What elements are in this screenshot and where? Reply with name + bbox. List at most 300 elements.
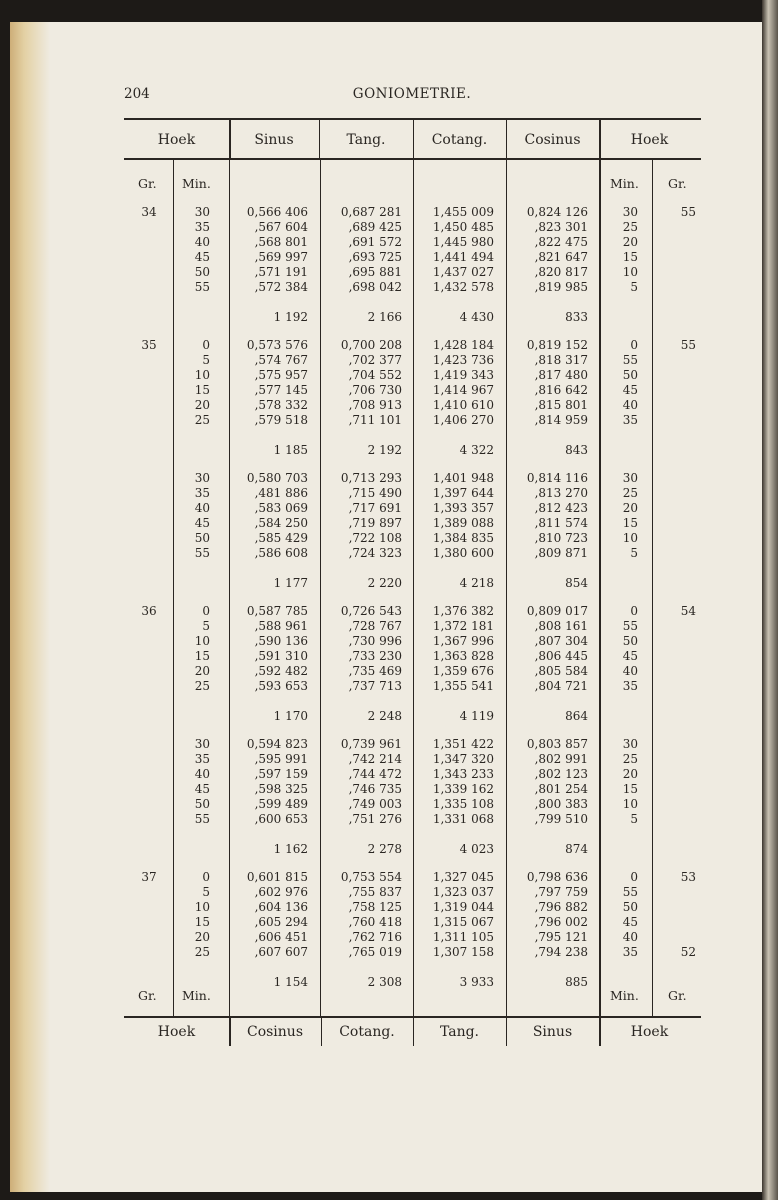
tangent-cell: 2 220 [367, 576, 402, 590]
minute-cell: 5 [202, 619, 210, 633]
tangent-cell: ,706 730 [348, 383, 402, 397]
sinus-cell: ,598 325 [254, 782, 308, 796]
tangent-cell: ,735 469 [348, 664, 402, 678]
cosinus-cell: 0,803 857 [526, 737, 588, 751]
cotangent-cell: 1,359 676 [432, 664, 494, 678]
complement-minute-cell: 55 [622, 353, 638, 367]
table-row [0, 752, 778, 767]
cosinus-cell: ,816 642 [534, 383, 588, 397]
difference-row [0, 842, 778, 857]
tangent-cell: ,737 713 [348, 679, 402, 693]
cosinus-cell: ,796 002 [534, 915, 588, 929]
complement-minute-cell: 0 [630, 870, 638, 884]
complement-minute-cell: 5 [630, 280, 638, 294]
cosinus-cell: 864 [565, 709, 588, 723]
footer-sinus: Sinus [532, 1024, 573, 1040]
cotangent-cell: 1,410 610 [432, 398, 494, 412]
sinus-cell: ,568 801 [254, 235, 308, 249]
cosinus-cell: ,796 882 [534, 900, 588, 914]
cotangent-cell: 1,335 108 [432, 797, 494, 811]
complement-minute-cell: 55 [622, 619, 638, 633]
table-row [0, 604, 778, 619]
cotangent-cell: 1,419 343 [432, 368, 494, 382]
sinus-cell: ,606 451 [254, 930, 308, 944]
minute-cell: 35 [194, 220, 210, 234]
sinus-cell: 0,580 703 [246, 471, 308, 485]
table-row [0, 398, 778, 413]
cosinus-cell: ,800 383 [534, 797, 588, 811]
cosinus-cell: ,812 423 [534, 501, 588, 515]
tangent-cell: ,715 490 [348, 486, 402, 500]
cotangent-cell: 1,307 158 [432, 945, 494, 959]
sinus-cell: ,600 653 [254, 812, 308, 826]
complement-minute-cell: 10 [622, 797, 638, 811]
table-row [0, 812, 778, 827]
complement-degree-cell: 54 [680, 604, 696, 618]
tangent-cell: 2 248 [367, 709, 402, 723]
sinus-cell: 0,573 576 [246, 338, 308, 352]
cosinus-cell: 843 [565, 443, 588, 457]
tangent-cell: 0,739 961 [340, 737, 402, 751]
cosinus-cell: ,806 445 [534, 649, 588, 663]
complement-minute-cell: 30 [622, 471, 638, 485]
complement-minute-cell: 35 [622, 679, 638, 693]
table-row [0, 649, 778, 664]
cotangent-cell: 1,401 948 [432, 471, 494, 485]
table-row [0, 250, 778, 265]
minute-cell: 0 [202, 604, 210, 618]
complement-minute-cell: 20 [622, 501, 638, 515]
table-row [0, 501, 778, 516]
cotangent-cell: 1,327 045 [432, 870, 494, 884]
complement-minute-cell: 25 [622, 486, 638, 500]
tangent-cell: 2 166 [367, 310, 402, 324]
sinus-cell: 1 177 [273, 576, 308, 590]
degree-cell: 36 [141, 604, 157, 618]
cosinus-cell: ,811 574 [534, 516, 588, 530]
tangent-cell: ,728 767 [348, 619, 402, 633]
tangent-cell: ,746 735 [348, 782, 402, 796]
minute-cell: 25 [194, 945, 210, 959]
minute-cell: 40 [194, 235, 210, 249]
cotangent-cell: 1,372 181 [432, 619, 494, 633]
cosinus-cell: ,818 317 [534, 353, 588, 367]
complement-minute-cell: 40 [622, 664, 638, 678]
sinus-cell: ,592 482 [254, 664, 308, 678]
cosinus-cell: ,801 254 [534, 782, 588, 796]
header-hoek-left: Hoek [157, 132, 196, 148]
cosinus-cell: ,817 480 [534, 368, 588, 382]
cosinus-cell: ,819 985 [534, 280, 588, 294]
minute-cell: 50 [194, 531, 210, 545]
complement-degree-cell: 55 [680, 338, 696, 352]
tangent-cell: ,758 125 [348, 900, 402, 914]
complement-degree-cell: 53 [680, 870, 696, 884]
table-row [0, 885, 778, 900]
sinus-cell: ,588 961 [254, 619, 308, 633]
degree-cell: 37 [141, 870, 157, 884]
cotangent-cell: 1,363 828 [432, 649, 494, 663]
cosinus-cell: 0,824 126 [526, 205, 588, 219]
minute-cell: 15 [194, 649, 210, 663]
cotangent-cell: 1,319 044 [432, 900, 494, 914]
minute-cell: 45 [194, 250, 210, 264]
tangent-cell: 2 192 [367, 443, 402, 457]
minute-cell: 40 [194, 501, 210, 515]
tangent-cell: 0,753 554 [340, 870, 402, 884]
footer-hoek-left: Hoek [157, 1024, 196, 1040]
minute-cell: 25 [194, 413, 210, 427]
cosinus-cell: ,808 161 [534, 619, 588, 633]
table-row [0, 797, 778, 812]
cotangent-cell: 1,437 027 [432, 265, 494, 279]
cosinus-cell: ,822 475 [534, 235, 588, 249]
minute-cell: 50 [194, 797, 210, 811]
tangent-cell: ,698 042 [348, 280, 402, 294]
minute-cell: 10 [194, 900, 210, 914]
tangent-cell: ,730 996 [348, 634, 402, 648]
minute-cell: 10 [194, 634, 210, 648]
cotangent-cell: 1,423 736 [432, 353, 494, 367]
tangent-cell: ,749 003 [348, 797, 402, 811]
minute-cell: 45 [194, 782, 210, 796]
tangent-cell: ,760 418 [348, 915, 402, 929]
cosinus-cell: ,820 817 [534, 265, 588, 279]
sinus-cell: ,597 159 [254, 767, 308, 781]
complement-minute-cell: 20 [622, 767, 638, 781]
minute-cell: 0 [202, 870, 210, 884]
page-header [124, 86, 700, 106]
cosinus-cell: 0,814 116 [526, 471, 588, 485]
running-title: GONIOMETRIE. [352, 86, 472, 102]
cotangent-cell: 4 322 [459, 443, 494, 457]
table-row [0, 486, 778, 501]
table-row [0, 619, 778, 634]
cotangent-cell: 1,311 105 [432, 930, 494, 944]
tangent-cell: 0,700 208 [340, 338, 402, 352]
footer-cosinus: Cosinus [246, 1024, 304, 1040]
cosinus-cell: ,809 871 [534, 546, 588, 560]
complement-minute-cell: 30 [622, 737, 638, 751]
complement-minute-cell: 40 [622, 398, 638, 412]
table-row [0, 265, 778, 280]
sinus-cell: 0,601 815 [246, 870, 308, 884]
tangent-cell: ,744 472 [348, 767, 402, 781]
table-row [0, 870, 778, 885]
cotangent-cell: 4 119 [459, 709, 494, 723]
cotangent-cell: 1,384 835 [432, 531, 494, 545]
cotangent-cell: 1,351 422 [432, 737, 494, 751]
minute-cell: 20 [194, 930, 210, 944]
tangent-cell: 0,687 281 [340, 205, 402, 219]
cotangent-cell: 1,355 541 [432, 679, 494, 693]
footer-cotang: Cotang. [339, 1024, 395, 1040]
cotangent-cell: 1,397 644 [432, 486, 494, 500]
tangent-cell: ,702 377 [348, 353, 402, 367]
minute-cell: 5 [202, 885, 210, 899]
minute-cell: 25 [194, 679, 210, 693]
complement-minute-cell: 30 [622, 205, 638, 219]
cotangent-cell: 1,432 578 [432, 280, 494, 294]
tangent-cell: ,733 230 [348, 649, 402, 663]
cotangent-cell: 1,445 980 [432, 235, 494, 249]
sinus-cell: ,577 145 [254, 383, 308, 397]
complement-minute-cell: 55 [622, 885, 638, 899]
minute-cell: 30 [194, 471, 210, 485]
complement-minute-cell: 15 [622, 516, 638, 530]
sinus-cell: 1 192 [273, 310, 308, 324]
complement-minute-cell: 50 [622, 368, 638, 382]
cotangent-cell: 4 430 [459, 310, 494, 324]
tangent-cell: ,691 572 [348, 235, 402, 249]
complement-minute-cell: 35 [622, 945, 638, 959]
minute-cell: 15 [194, 383, 210, 397]
minute-cell: 55 [194, 546, 210, 560]
tangent-cell: 2 308 [367, 975, 402, 989]
minute-cell: 30 [194, 205, 210, 219]
sinus-cell: ,604 136 [254, 900, 308, 914]
minute-cell: 15 [194, 915, 210, 929]
cotangent-cell: 1,393 357 [432, 501, 494, 515]
minute-cell: 55 [194, 280, 210, 294]
table-row [0, 471, 778, 486]
complement-minute-cell: 50 [622, 900, 638, 914]
cosinus-cell: ,807 304 [534, 634, 588, 648]
complement-minute-cell: 15 [622, 782, 638, 796]
minute-cell: 20 [194, 664, 210, 678]
sinus-cell: ,571 191 [254, 265, 308, 279]
sinus-cell: ,599 489 [254, 797, 308, 811]
complement-minute-cell: 5 [630, 812, 638, 826]
tangent-cell: ,722 108 [348, 531, 402, 545]
sinus-cell: 1 162 [273, 842, 308, 856]
difference-row [0, 709, 778, 724]
sub-gr-right: Gr. [668, 176, 687, 191]
cotangent-cell: 1,406 270 [432, 413, 494, 427]
minute-cell: 0 [202, 338, 210, 352]
table-row [0, 413, 778, 428]
sinus-cell: ,595 991 [254, 752, 308, 766]
sinus-cell: ,575 957 [254, 368, 308, 382]
table-row [0, 516, 778, 531]
complement-degree-cell: 55 [680, 205, 696, 219]
complement-minute-cell: 45 [622, 649, 638, 663]
cosinus-cell: ,813 270 [534, 486, 588, 500]
book-spine-edge [762, 0, 778, 1200]
cosinus-cell: ,823 301 [534, 220, 588, 234]
cotangent-cell: 1,315 067 [432, 915, 494, 929]
minute-cell: 10 [194, 368, 210, 382]
minute-cell: 35 [194, 486, 210, 500]
sinus-cell: ,567 604 [254, 220, 308, 234]
cotangent-cell: 4 023 [459, 842, 494, 856]
complement-minute-cell: 50 [622, 634, 638, 648]
sinus-cell: ,602 976 [254, 885, 308, 899]
sinus-cell: 1 170 [273, 709, 308, 723]
complement-minute-cell: 25 [622, 752, 638, 766]
minute-cell: 40 [194, 767, 210, 781]
tangent-cell: ,724 323 [348, 546, 402, 560]
sinus-cell: 1 185 [273, 443, 308, 457]
cosinus-cell: ,821 647 [534, 250, 588, 264]
complement-minute-cell: 40 [622, 930, 638, 944]
cotangent-cell: 3 933 [459, 975, 494, 989]
sinus-cell: ,578 332 [254, 398, 308, 412]
sinus-cell: ,584 250 [254, 516, 308, 530]
sinus-cell: ,579 518 [254, 413, 308, 427]
sub-min-right: Min. [610, 176, 639, 191]
table-row [0, 383, 778, 398]
table-row [0, 531, 778, 546]
minute-cell: 50 [194, 265, 210, 279]
minute-cell: 55 [194, 812, 210, 826]
table-row [0, 915, 778, 930]
minute-cell: 35 [194, 752, 210, 766]
header-hoek-right: Hoek [630, 132, 669, 148]
tangent-cell: ,755 837 [348, 885, 402, 899]
cosinus-cell: ,799 510 [534, 812, 588, 826]
cotangent-cell: 1,450 485 [432, 220, 494, 234]
tangent-cell: ,711 101 [348, 413, 402, 427]
minute-cell: 5 [202, 353, 210, 367]
page-number: 204 [124, 86, 150, 102]
table-row [0, 782, 778, 797]
tangent-cell: ,704 552 [348, 368, 402, 382]
difference-row [0, 975, 778, 990]
cotangent-cell: 1,323 037 [432, 885, 494, 899]
cotangent-cell: 1,389 088 [432, 516, 494, 530]
cosinus-cell: 0,809 017 [526, 604, 588, 618]
sinus-cell: ,569 997 [254, 250, 308, 264]
cosinus-cell: ,814 959 [534, 413, 588, 427]
degree-cell: 34 [141, 205, 157, 219]
complement-minute-cell: 25 [622, 220, 638, 234]
tangent-cell: 0,713 293 [340, 471, 402, 485]
cosinus-cell: 885 [565, 975, 588, 989]
cosinus-cell: 0,819 152 [526, 338, 588, 352]
table-row [0, 945, 778, 960]
cosinus-cell: ,797 759 [534, 885, 588, 899]
sub-gr-left-bottom: Gr. [138, 988, 157, 1003]
cosinus-cell: ,794 238 [534, 945, 588, 959]
sinus-cell: ,586 608 [254, 546, 308, 560]
tangent-cell: ,719 897 [348, 516, 402, 530]
table-row [0, 338, 778, 353]
header-cotang: Cotang. [431, 132, 488, 148]
tangent-cell: ,693 725 [348, 250, 402, 264]
table-row [0, 205, 778, 220]
complement-minute-cell: 45 [622, 915, 638, 929]
sinus-cell: 0,594 823 [246, 737, 308, 751]
tangent-cell: ,742 214 [348, 752, 402, 766]
table-row [0, 634, 778, 649]
table-row [0, 737, 778, 752]
cosinus-cell: 833 [565, 310, 588, 324]
table-row [0, 930, 778, 945]
complement-minute-cell: 35 [622, 413, 638, 427]
table-row [0, 767, 778, 782]
tangent-cell: ,762 716 [348, 930, 402, 944]
tangent-cell: ,765 019 [348, 945, 402, 959]
sinus-cell: ,572 384 [254, 280, 308, 294]
degree-cell: 35 [141, 338, 157, 352]
cotangent-cell: 1,376 382 [432, 604, 494, 618]
cotangent-cell: 1,441 494 [432, 250, 494, 264]
table-row [0, 679, 778, 694]
cosinus-cell: 0,798 636 [526, 870, 588, 884]
difference-row [0, 576, 778, 591]
complement-minute-cell: 10 [622, 265, 638, 279]
header-cosinus: Cosinus [524, 132, 581, 148]
cosinus-cell: ,802 991 [534, 752, 588, 766]
complement-minute-cell: 15 [622, 250, 638, 264]
tangent-cell: ,708 913 [348, 398, 402, 412]
cotangent-cell: 1,331 068 [432, 812, 494, 826]
tangent-cell: ,717 691 [348, 501, 402, 515]
sinus-cell: 0,566 406 [246, 205, 308, 219]
sinus-cell: ,574 767 [254, 353, 308, 367]
cotangent-cell: 1,380 600 [432, 546, 494, 560]
sinus-cell: 0,587 785 [246, 604, 308, 618]
table-row [0, 220, 778, 235]
sinus-cell: ,590 136 [254, 634, 308, 648]
complement-minute-cell: 20 [622, 235, 638, 249]
cotangent-cell: 1,343 233 [432, 767, 494, 781]
sub-min-left-bottom: Min. [182, 988, 211, 1003]
sub-min-left: Min. [182, 176, 211, 191]
cosinus-cell: 874 [565, 842, 588, 856]
cosinus-cell: ,810 723 [534, 531, 588, 545]
sub-gr-right-bottom: Gr. [668, 988, 687, 1003]
cotangent-cell: 1,455 009 [432, 205, 494, 219]
table-row [0, 546, 778, 561]
complement-minute-cell: 10 [622, 531, 638, 545]
table-row [0, 353, 778, 368]
footer-hoek-right: Hoek [630, 1024, 669, 1040]
complement-minute-cell: 45 [622, 383, 638, 397]
complement-degree-cell: 52 [680, 945, 696, 959]
minute-cell: 45 [194, 516, 210, 530]
cosinus-cell: ,804 721 [534, 679, 588, 693]
sinus-cell: ,481 886 [254, 486, 308, 500]
tangent-cell: ,695 881 [348, 265, 402, 279]
table-row [0, 900, 778, 915]
table-row [0, 368, 778, 383]
tangent-cell: 2 278 [367, 842, 402, 856]
sinus-cell: ,605 294 [254, 915, 308, 929]
cosinus-cell: 854 [565, 576, 588, 590]
tangent-cell: ,689 425 [348, 220, 402, 234]
sinus-cell: ,585 429 [254, 531, 308, 545]
minute-cell: 30 [194, 737, 210, 751]
cotangent-cell: 1,339 162 [432, 782, 494, 796]
difference-row [0, 310, 778, 325]
complement-minute-cell: 0 [630, 338, 638, 352]
difference-row [0, 443, 778, 458]
tangent-cell: ,751 276 [348, 812, 402, 826]
cotangent-cell: 1,428 184 [432, 338, 494, 352]
sinus-cell: ,607 607 [254, 945, 308, 959]
sinus-cell: ,591 310 [254, 649, 308, 663]
cotangent-cell: 1,367 996 [432, 634, 494, 648]
table-row [0, 280, 778, 295]
sinus-cell: ,593 653 [254, 679, 308, 693]
complement-minute-cell: 5 [630, 546, 638, 560]
header-tang: Tang. [346, 132, 386, 148]
sinus-cell: ,583 069 [254, 501, 308, 515]
sub-gr-left: Gr. [138, 176, 157, 191]
cosinus-cell: ,802 123 [534, 767, 588, 781]
